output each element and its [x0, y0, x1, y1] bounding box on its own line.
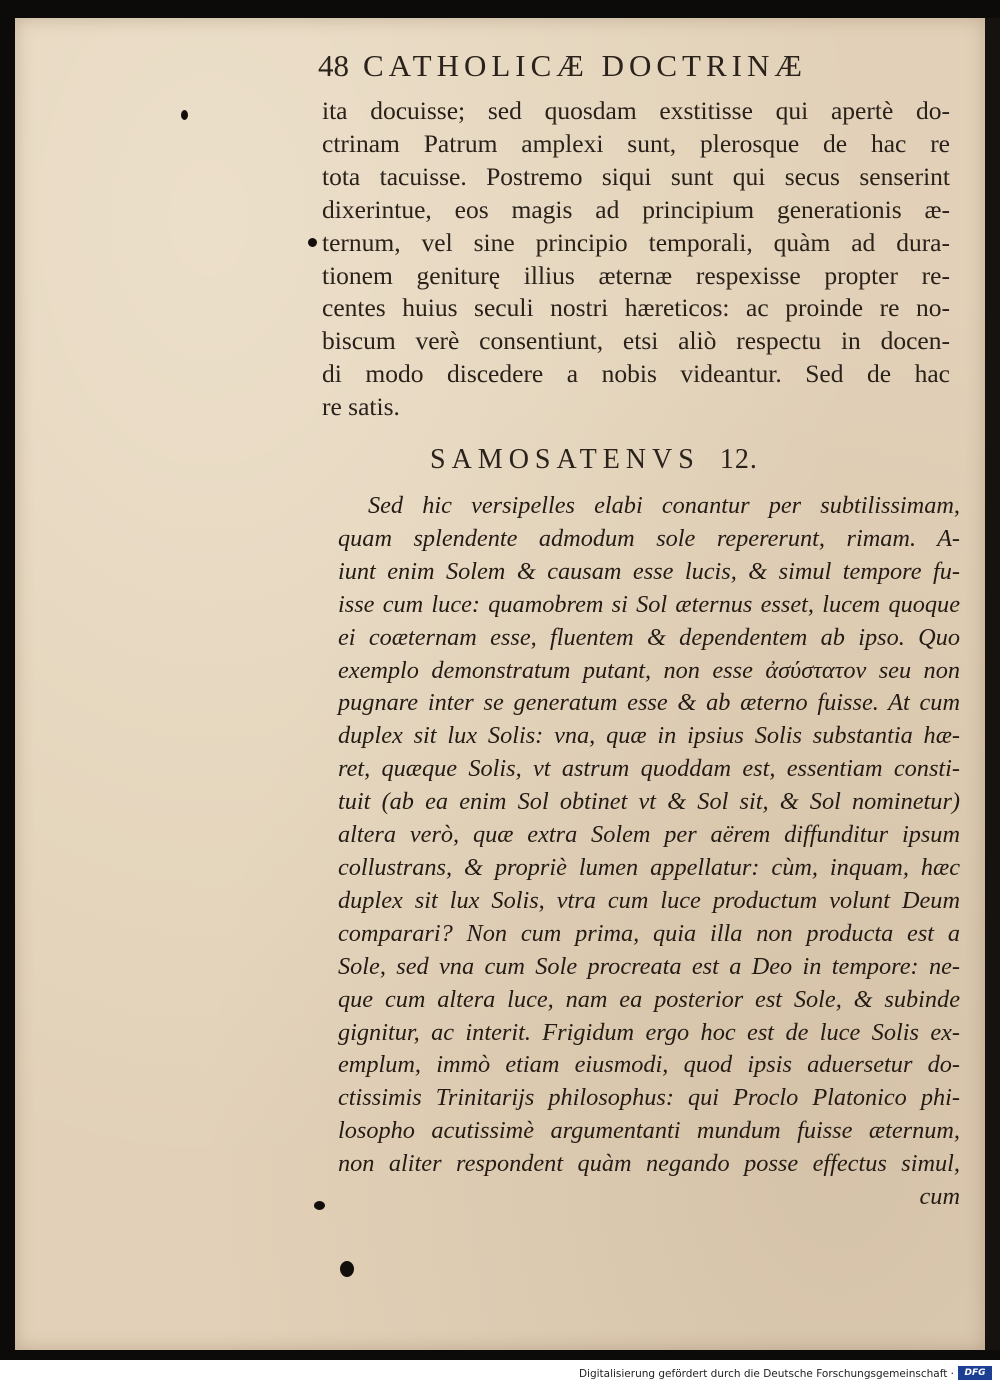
section-number: 12.	[719, 444, 758, 475]
italic-line: emplum, immò etiam eiusmodi, quod ipsis aduersetur do-	[338, 1051, 960, 1079]
italic-line: duplex sit lux Solis: vna, quæ in ipsius Solis substantia hæ-	[338, 722, 960, 750]
italic-line: collustrans, & propriè lumen appellatur: cùm, inquam, hæc	[338, 853, 960, 881]
italic-line: duplex sit lux Solis, vtra cum luce productum volunt Deum	[338, 886, 960, 914]
italic-line: quam splendente admodum sole repererunt, rimam. A-	[338, 524, 960, 552]
ink-spot	[308, 238, 317, 247]
italic-line: Sole, sed vna cum Sole procreata est a Deo in tempore: ne-	[338, 952, 960, 980]
italic-line: gignitur, ac interit. Frigidum ergo hoc est de luce Solis ex-	[338, 1018, 960, 1046]
italic-line: non aliter respondent quàm negando posse effectus simul,	[338, 1150, 960, 1178]
body-line: ternum, vel sine principio temporali, quàm ad dura-	[322, 227, 950, 257]
italic-line: comparari? Non cum prima, quia illa non producta est a	[338, 919, 960, 947]
italic-line: Sed hic versipelles elabi conantur per subtilissimam,	[368, 492, 960, 519]
ink-spot	[340, 1261, 354, 1277]
body-line: dixerintue, eos magis ad principium generationis æ-	[322, 194, 950, 224]
ink-spot	[314, 1201, 325, 1210]
page-number: 48	[318, 48, 349, 83]
page-edge-shadow	[985, 18, 1000, 1350]
body-line: ita docuisse; sed quosdam exstitisse qui apertè do-	[322, 96, 950, 125]
italic-line: ret, quæque Solis, vt astrum quoddam est, essentiam consti-	[338, 755, 960, 783]
body-line: re satis.	[322, 392, 400, 422]
section-heading	[430, 444, 880, 476]
running-head	[318, 48, 878, 84]
italic-paragraph	[338, 490, 960, 1214]
body-line: ctrinam Patrum amplexi sunt, plerosque de hac re	[322, 128, 950, 158]
italic-line: tuit (ab ea enim Sol obtinet vt & Sol sit, & Sol nominetur)	[338, 788, 960, 816]
ink-spot	[181, 110, 188, 120]
body-line: centes huius seculi nostri hæreticos: ac proinde re no-	[322, 293, 950, 323]
catchword: cum	[919, 1183, 960, 1211]
italic-line: que cum altera luce, nam ea posterior est Sole, & subinde	[338, 985, 960, 1013]
body-line: tionem geniturę illius æternæ respexisse propter re-	[322, 260, 950, 290]
running-head-title: CATHOLICÆ DOCTRINÆ	[363, 48, 807, 83]
funding-credit: Digitalisierung gefördert durch die Deutsche Forschungsgemeinschaft ·	[578, 1368, 954, 1380]
italic-line: exemplo demonstratum putant, non esse ἀσύστατον seu non	[338, 656, 960, 684]
italic-line: iunt enim Solem & causam esse lucis, & simul tempore fu-	[338, 557, 960, 585]
italic-line: ei coæternam esse, fluentem & dependentem ab ipso. Quo	[338, 623, 960, 651]
italic-line: pugnare inter se generatum esse & ab æterno fuisse. At cum	[338, 689, 960, 717]
italic-line: altera verò, quæ extra Solem per aërem diffunditur ipsum	[338, 821, 960, 849]
body-line: biscum verè consentiunt, etsi aliò respectu in docen-	[322, 326, 950, 356]
body-line: tota tacuisse. Postremo siqui sunt qui secus senserint	[322, 161, 950, 191]
dfg-logo: DFG	[958, 1366, 992, 1380]
footer	[0, 1360, 1000, 1388]
italic-line: losopho acutissimè argumentanti mundum fuisse æternum,	[338, 1117, 960, 1145]
section-title: SAMOSATENVS	[430, 444, 700, 475]
body-paragraph	[322, 95, 950, 424]
body-line: di modo discedere a nobis videantur. Sed de hac	[322, 359, 950, 389]
italic-line: ctissimis Trinitarijs philosophus: qui Proclo Platonico phi-	[338, 1084, 960, 1112]
italic-line: isse cum luce: quamobrem si Sol æternus esset, lucem quoque	[338, 590, 960, 618]
